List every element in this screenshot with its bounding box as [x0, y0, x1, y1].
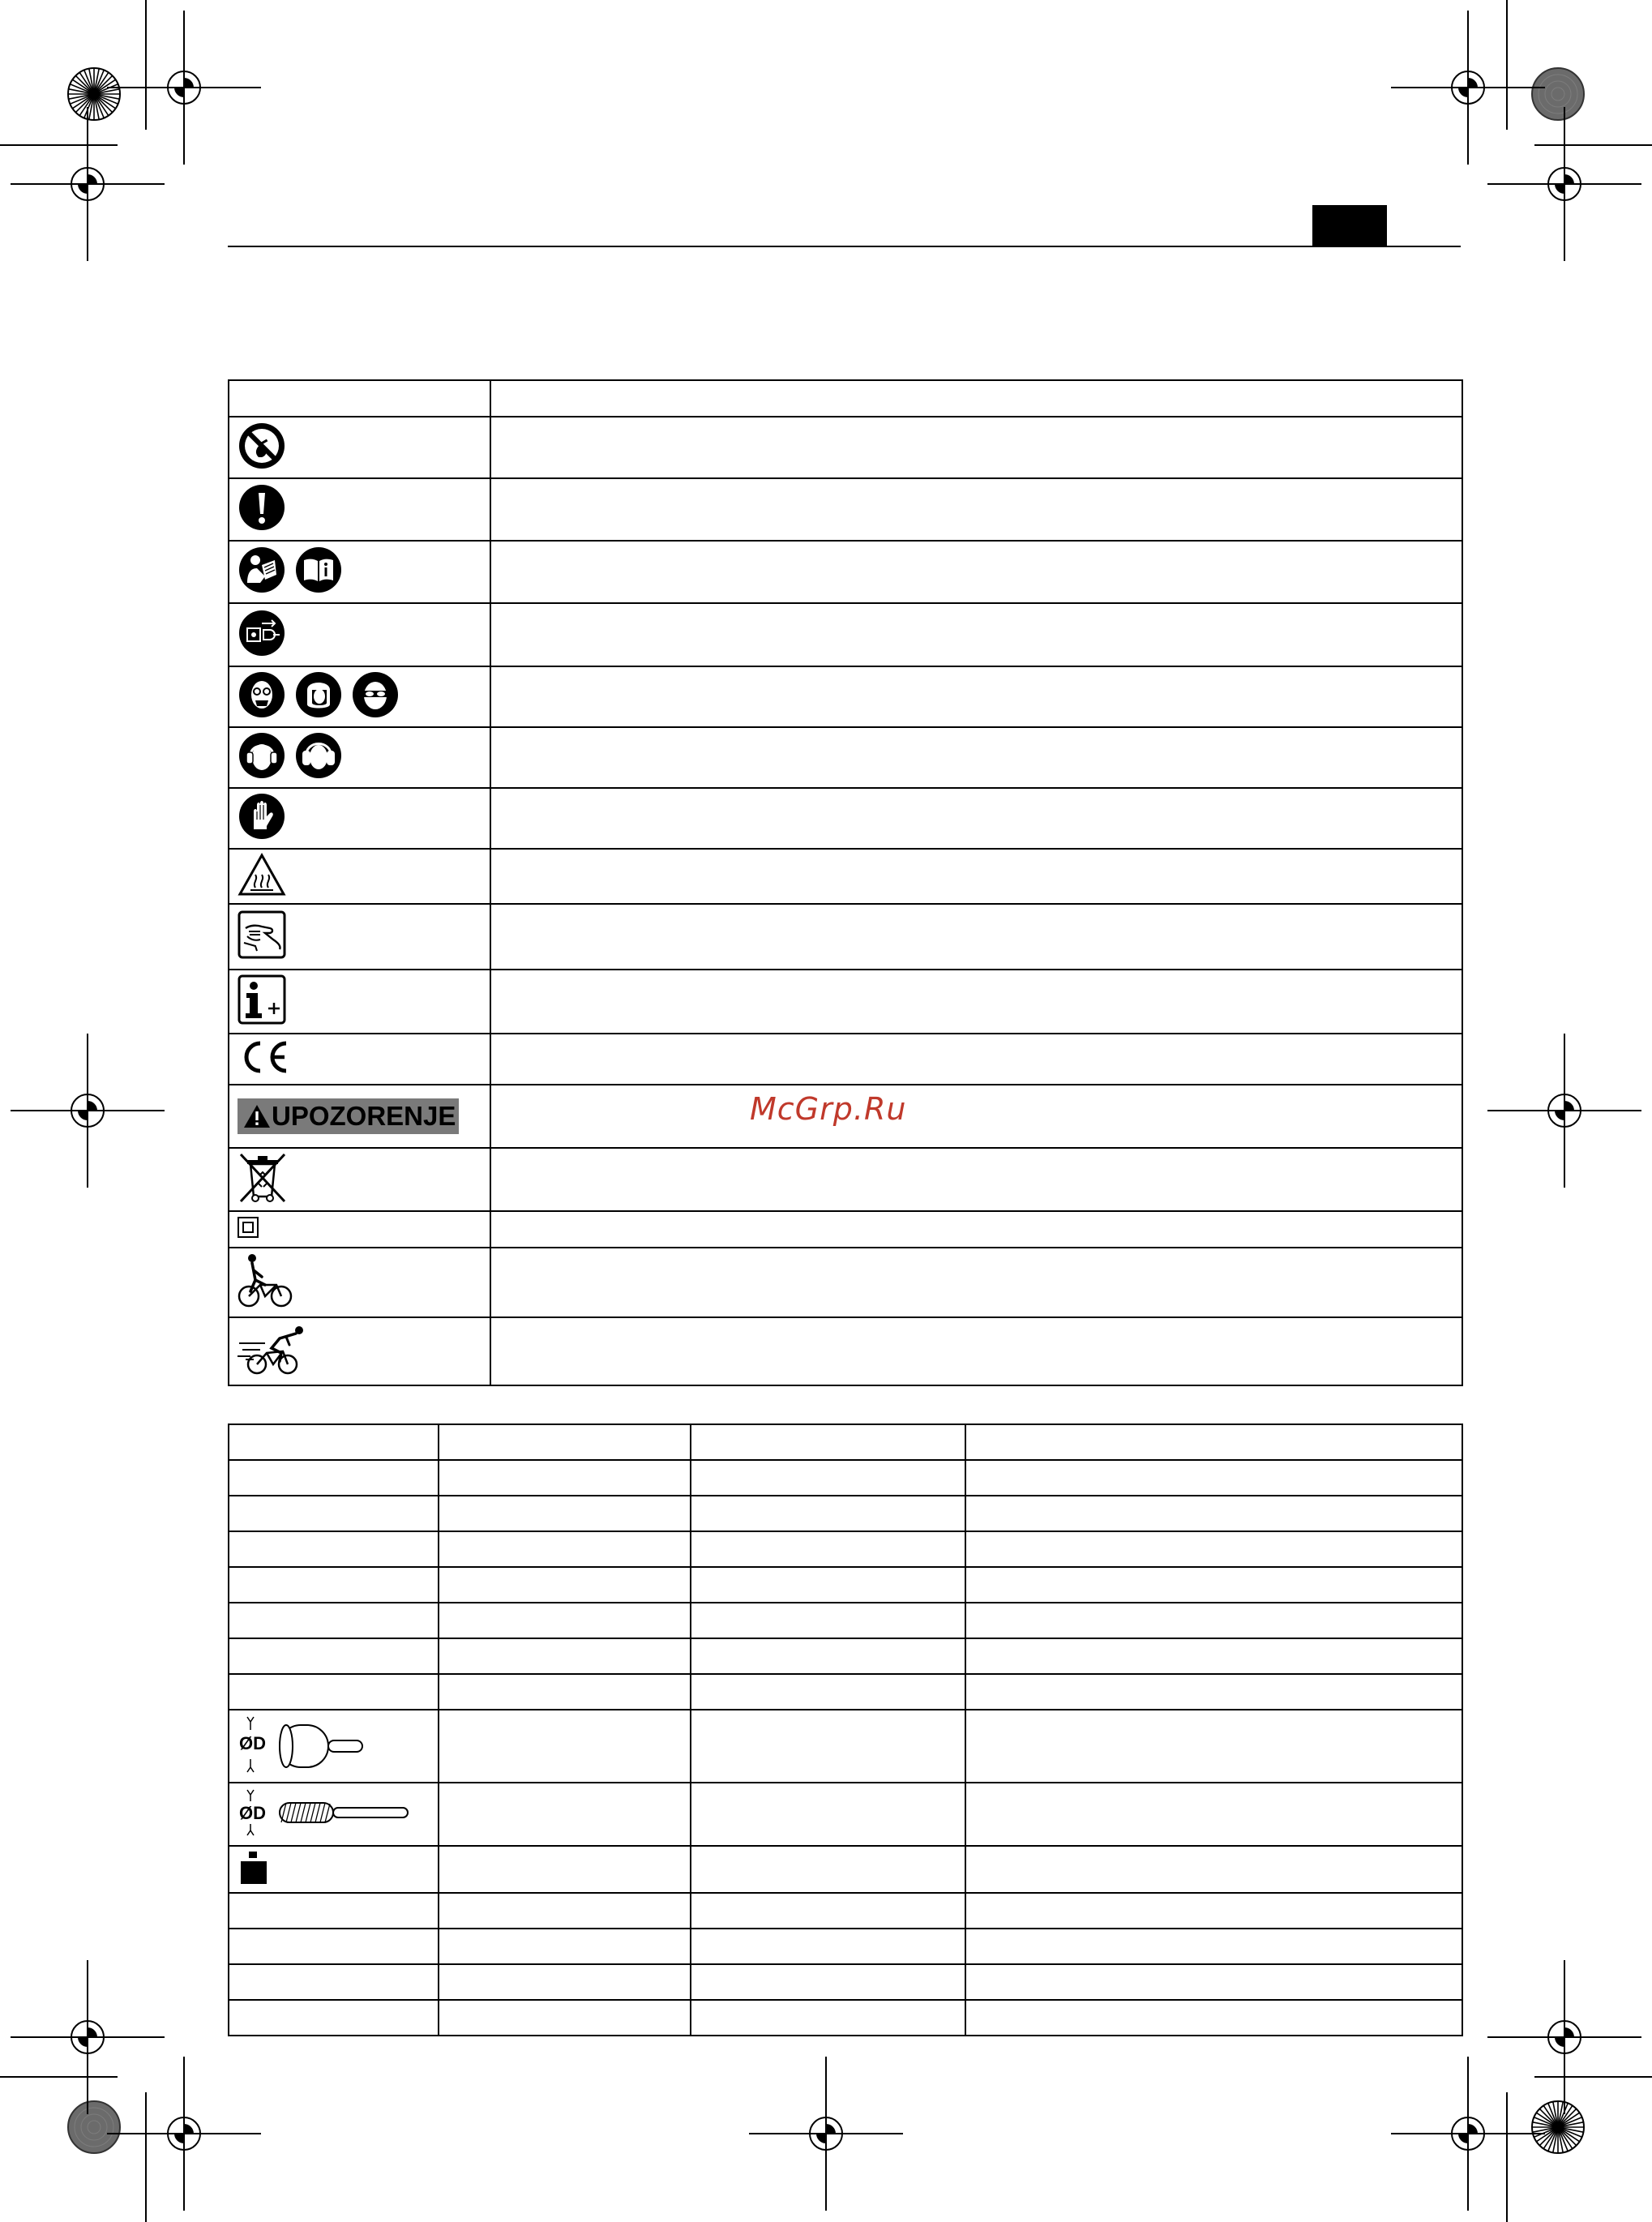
- description-cell: [490, 788, 1462, 849]
- table-row: [229, 970, 1462, 1034]
- table-row: [229, 417, 1462, 478]
- description-cell: [490, 970, 1462, 1034]
- table-row: [229, 788, 1462, 849]
- table-row: [229, 1531, 1462, 1567]
- class-ii-insulation-icon: [238, 1217, 259, 1238]
- table-row: [229, 1496, 1462, 1531]
- description-cell: [490, 417, 1462, 478]
- safety-goggles-icon: [351, 670, 400, 719]
- table-row: [229, 2000, 1462, 2036]
- hand-grip-icon: [238, 910, 286, 959]
- registration-mark-icon: [1387, 2053, 1549, 2215]
- face-mask-icon: [238, 670, 286, 719]
- ce-mark-icon: [238, 1038, 291, 1076]
- table-row: [229, 1148, 1462, 1211]
- hot-surface-icon: [238, 852, 286, 897]
- table-row: [229, 478, 1462, 541]
- header-cell: [490, 380, 1462, 417]
- weee-bin-icon: [238, 1151, 288, 1205]
- table-row: [229, 1964, 1462, 2000]
- description-cell: [490, 603, 1462, 666]
- table-row: [229, 1034, 1462, 1085]
- manual-book-icon: [294, 546, 343, 594]
- warning-label-text: UPOZORENJE: [272, 1101, 456, 1131]
- table-row: [229, 1603, 1462, 1638]
- warning-label-icon: [238, 1098, 459, 1134]
- ear-protection-icon: [238, 731, 286, 780]
- description-cell: [490, 478, 1462, 541]
- description-cell: [490, 727, 1462, 788]
- ear-muffs-icon: [294, 731, 343, 780]
- description-cell: [490, 1248, 1462, 1317]
- table-row: [229, 904, 1462, 970]
- table-row: [229, 1929, 1462, 1964]
- table-row: [229, 1248, 1462, 1317]
- header-rule: [228, 246, 1461, 247]
- table-row: [229, 666, 1462, 727]
- table-row: [229, 1567, 1462, 1603]
- specs-table: [228, 1424, 1463, 2036]
- grinding-wheel-diameter-icon: [238, 1712, 367, 1777]
- registration-mark-icon: [103, 2053, 265, 2215]
- page-language-tab: [1312, 205, 1387, 247]
- description-cell: [490, 541, 1462, 603]
- table-row: [229, 1674, 1462, 1710]
- description-cell: [490, 1317, 1462, 1385]
- additional-info-icon: [238, 974, 286, 1025]
- watermark-text: McGrp.Ru: [750, 1091, 907, 1127]
- registration-mark-icon: [6, 1030, 169, 1192]
- description-cell: [490, 1211, 1462, 1248]
- table-row: [229, 1460, 1462, 1496]
- table-row: [229, 1638, 1462, 1674]
- table-row: [229, 1893, 1462, 1929]
- table-row: [229, 1710, 1462, 1783]
- unplug-mains-icon: [238, 609, 286, 657]
- table-row: [229, 849, 1462, 904]
- registration-mark-icon: [745, 2053, 907, 2215]
- weight-icon: [238, 1850, 270, 1886]
- table-row: [229, 1424, 1462, 1460]
- table-row: [229, 541, 1462, 603]
- face-shield-icon: [294, 670, 343, 719]
- registration-mark-icon: [1483, 103, 1646, 265]
- protective-gloves-icon: [238, 792, 286, 841]
- registration-mark-icon: [6, 103, 169, 265]
- warning-triangle-icon: [242, 1103, 272, 1129]
- table-header-row: [229, 380, 1462, 417]
- description-cell: [490, 1085, 1462, 1148]
- table-row: [229, 1783, 1462, 1846]
- no-burning-disposal-icon: [238, 422, 286, 470]
- table-row: [229, 1211, 1462, 1248]
- description-cell: [490, 1148, 1462, 1211]
- table-row: [229, 727, 1462, 788]
- description-cell: [490, 904, 1462, 970]
- description-cell: [490, 849, 1462, 904]
- diameter-label: ØD: [239, 1732, 266, 1753]
- symbols-table: [228, 379, 1463, 1386]
- header-cell: [229, 380, 490, 417]
- description-cell: [490, 1034, 1462, 1085]
- description-cell: [490, 666, 1462, 727]
- table-row: [229, 1317, 1462, 1385]
- read-manual-icon: [238, 546, 286, 594]
- table-row: [229, 603, 1462, 666]
- general-warning-icon: [238, 483, 286, 532]
- slow-speed-cyclist-icon: [238, 1252, 294, 1309]
- table-row: [229, 1846, 1462, 1893]
- registration-mark-icon: [1483, 1030, 1646, 1192]
- high-speed-cyclist-icon: [238, 1324, 307, 1376]
- burr-bit-diameter-icon: [238, 1788, 413, 1837]
- diameter-label: ØD: [239, 1802, 266, 1823]
